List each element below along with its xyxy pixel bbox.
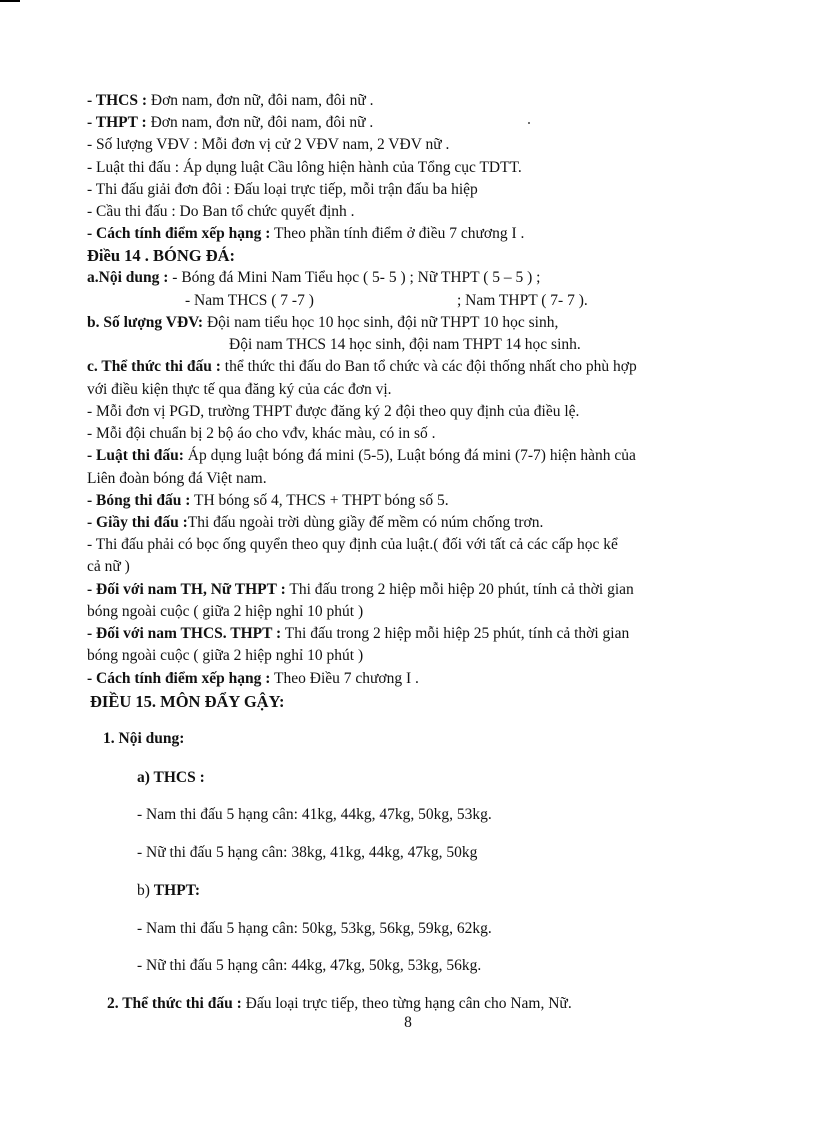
football-law-line2: Liên đoàn bóng đá Việt nam. [87, 470, 267, 487]
pushing-stick-format: 2. Thể thức thi đấu : Đấu loại trực tiếp, theo từng hạng cân cho Nam, Nữ. [107, 995, 572, 1012]
page-number: 8 [404, 1014, 412, 1031]
football-format-line2: với điều kiện thực tế qua đăng ký của các đơn vị. [87, 381, 392, 398]
pushing-stick-thcs-heading: a) THCS : [137, 769, 205, 786]
football-time-secondary-line2: bóng ngoài cuộc ( giữa 2 hiệp nghỉ 10 phút ) [87, 647, 364, 664]
football-content-thcs: - Nam THCS ( 7 -7 ) [185, 292, 314, 309]
stray-dot [528, 122, 530, 124]
badminton-thcs: - THCS : Đơn nam, đơn nữ, đôi nam, đôi nữ . [87, 92, 374, 109]
corner-mark [0, 0, 20, 2]
football-count: b. Số lượng VĐV: Đội nam tiểu học 10 học sinh, đội nữ THPT 10 học sinh, [87, 314, 559, 331]
football-ranking: - Cách tính điểm xếp hạng : Theo Điều 7 chương I . [87, 670, 419, 687]
football-ball: - Bóng thi đấu : TH bóng số 4, THCS + THPT bóng số 5. [87, 492, 449, 509]
badminton-rules: - Luật thi đấu : Áp dụng luật Cầu lông hiện hành của Tổng cục TDTT. [87, 159, 522, 176]
pushing-stick-thpt-female: - Nữ thi đấu 5 hạng cân: 44kg, 47kg, 50kg, 53kg, 56kg. [137, 957, 482, 974]
badminton-athletes: - Số lượng VĐV : Mỗi đơn vị cử 2 VĐV nam, 2 VĐV nữ . [87, 136, 450, 153]
football-shin-guards: - Thi đấu phải có bọc ống quyển theo quy định của luật.( đối với tất cả các cấp học kể [87, 536, 618, 553]
football-shin-guards-line2: cả nữ ) [87, 558, 130, 575]
football-format: c. Thể thức thi đấu : thể thức thi đấu do Ban tổ chức và các đội thống nhất cho phù hợp [87, 358, 637, 375]
pushing-stick-thpt-heading: b) THPT: [137, 882, 201, 899]
football-shoes: - Giầy thi đấu :Thi đấu ngoài trời dùng giầy đế mềm có núm chống trơn. [87, 514, 544, 531]
football-law: - Luật thi đấu: Áp dụng luật bóng đá mini (5-5), Luật bóng đá mini (7-7) hiện hành của [87, 447, 636, 464]
football-count-line2: Đội nam THCS 14 học sinh, đội nam THPT 14 học sinh. [229, 336, 581, 353]
football-heading: Điều 14 . BÓNG ĐÁ: [87, 246, 236, 265]
football-time-secondary: - Đối với nam THCS. THPT : Thi đấu trong 2 hiệp mỗi hiệp 25 phút, tính cả thời gian [87, 625, 630, 642]
pushing-stick-heading: ĐIỀU 15. MÔN ĐẨY GẬY: [90, 692, 285, 711]
pushing-stick-content-heading: 1. Nội dung: [103, 730, 185, 747]
football-registration: - Mỗi đơn vị PGD, trường THPT được đăng ký 2 đội theo quy định của điều lệ. [87, 403, 580, 420]
football-uniforms: - Mỗi đội chuẩn bị 2 bộ áo cho vđv, khác màu, có in số . [87, 425, 436, 442]
badminton-thpt: - THPT : Đơn nam, đơn nữ, đôi nam, đôi nữ . [87, 114, 374, 131]
badminton-format: - Thi đấu giải đơn đôi : Đấu loại trực tiếp, mỗi trận đấu ba hiệp [87, 181, 478, 198]
badminton-shuttle: - Cầu thi đấu : Do Ban tổ chức quyết định . [87, 203, 355, 220]
football-content: a.Nội dung : - Bóng đá Mini Nam Tiểu học ( 5- 5 ) ; Nữ THPT ( 5 – 5 ) ; [87, 269, 541, 286]
football-content-thpt: ; Nam THPT ( 7- 7 ). [457, 292, 588, 309]
football-time-primary-line2: bóng ngoài cuộc ( giữa 2 hiệp nghỉ 10 phút ) [87, 603, 364, 620]
badminton-ranking: - Cách tính điểm xếp hạng : Theo phần tính điểm ở điều 7 chương I . [87, 225, 525, 242]
football-time-primary: - Đối với nam TH, Nữ THPT : Thi đấu trong 2 hiệp mỗi hiệp 20 phút, tính cả thời gian [87, 581, 634, 598]
pushing-stick-thcs-male: - Nam thi đấu 5 hạng cân: 41kg, 44kg, 47kg, 50kg, 53kg. [137, 806, 492, 823]
pushing-stick-thpt-male: - Nam thi đấu 5 hạng cân: 50kg, 53kg, 56kg, 59kg, 62kg. [137, 920, 492, 937]
pushing-stick-thcs-female: - Nữ thi đấu 5 hạng cân: 38kg, 41kg, 44kg, 47kg, 50kg [137, 844, 478, 861]
